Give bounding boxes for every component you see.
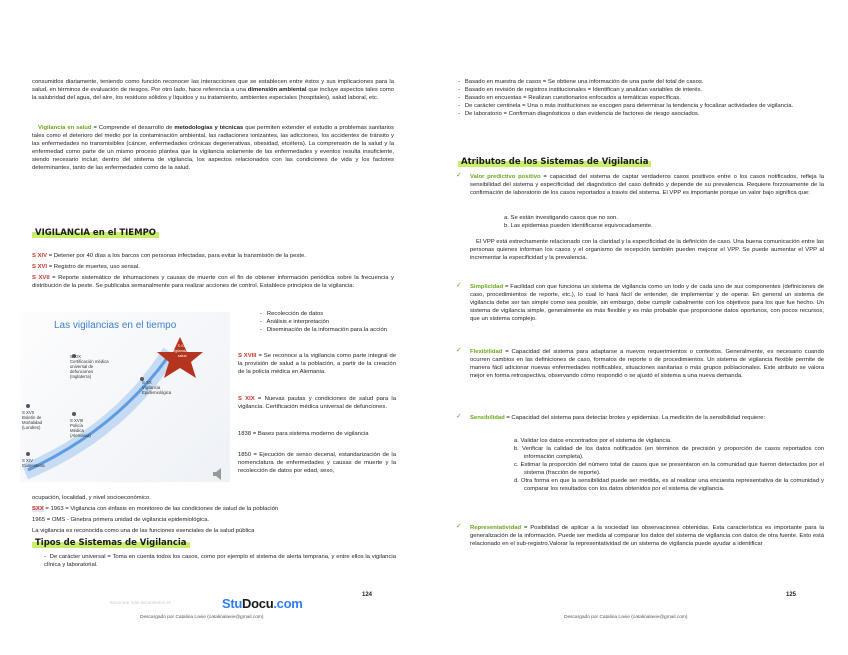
s17-paragraph: S XVII = Reporte sistemático de inhumaciones y causas de muerte con el fin de obtener información periódica sobre la frecuencia y distribución de la peste. Se publicaba semanalmente para realizar acciones de control. Establece principios de la vigilancia: [32, 275, 395, 289]
check-icon: ✓ [456, 172, 462, 179]
heading-tipos: Tipos de Sistemas de Vigilancia [32, 538, 190, 548]
s18-paragraph: S XVIII = Se reconoce a la vigilancia como parte integral de la provisión de salud a la población, a partir de la creación de la policía médica en Alemania. [238, 353, 397, 375]
sub-item: c. Estimar la proporción del número total de casos que se presentaron en la comunidad que fueron detectados por el sistema (fracción de reporte). [514, 462, 824, 476]
bullet-item: - De carácter centinela = Una o más instituciones se escogen para determinar la tendencia y focalizar actividades de vigilancia. [458, 103, 794, 109]
tipos-bullet: - De carácter universal = Toma en cuenta todos los casos, como por ejemplo el sistema de alerta temprana, y entre ellos la vigilancia clínica y laboratorial. [44, 554, 396, 568]
timeline-dot [26, 404, 30, 408]
flexibilidad-paragraph: Flexibilidad = Capacidad del sistema para adaptarse a nuevos requerimientos o contextos. Generalmente, es necesario cuando ocurren cambios en las definiciones de caso, formatos de reporte o de procedimientos. Un sistema de vigilancia flexible permite de manera fácil adicionar nuevas enfermedades notificables, situaciones sanitarias o más grupos poblacionales. Este atributo se valora mejor en forma retrospectiva, observando cómo respondió o se ajustó el sistema a una nueva demanda. [470, 349, 825, 379]
s19-paragraph: S XIX = Nuevas pautas y condiciones de salud para la vigilancia. Certificación médica universal de defunciones. [238, 396, 396, 410]
vigilancia-salud-paragraph: Vigilancia en salud = Comprende el desarrollo de metodologías y técnicas que permiten extender el estudio a problemas sanitarios tales como el deterioro del medio por la contaminación ambiental, las radiaciones ionizantes, las adicciones, los accidentes de tránsito y las enfermedades no transmisibles (cáncer, enfermedades crónicas degenerativas, obesidad, etcétera). La comprensión de la salud y la enfermedad como parte de un mismo proceso plantea que la vigilancia solamente de las enfermedades y eventos resulta insuficiente, siendo necesario incluir, dentro del sistema de vigilancia, los aspectos relacionados con las condiciones de vida y los factores determinantes, tanto de las enfermedades como de la salud. [32, 125, 394, 171]
simplicidad-paragraph: Simplicidad = Facilidad con que funciona un sistema de vigilancia como un todo y de cada uno de sus componentes (definiciones de caso, procedimientos de reporte, etc.), lo cual lo hará fácil de entender, de implementar y de operar. En general un sistema de vigilancia debe ser tan simple como sea posible, sin embargo, debe cumplir cabalmente con los objetivos para los que fue hecho. Un sistema de vigilancia simple, generalmente es más flexible y es más probable que proporcione datos oportunos, con pocos recursos, que un sistema complejo. [470, 284, 825, 322]
heading-atributos: Atributos de los Sistemas de Vigilancia [458, 157, 651, 167]
bullet-item: - Diseminación de la información para la acción [260, 327, 388, 333]
page-number-right: 125 [786, 592, 797, 598]
bullet-item: - Basado en revisión de registros institucionales = Identifican y analizan variables de interés. [458, 87, 703, 93]
sub-item: b. Verificar la calidad de los datos notificados (en términos de precisión y proporción de casos reportados con información completa). [514, 446, 824, 460]
heading-vigilancia-tiempo: VIGILANCIA en el TIEMPO [32, 228, 159, 238]
label-s17: S XVII Boletín de Mortalidad (Londres) [22, 410, 43, 430]
studocu-logo[interactable]: StuDocu.com [222, 596, 303, 611]
label-sxx: S XX Vigilancia Epidemiológica [142, 380, 172, 395]
download-note-right: Descargado por Catalina Lavie (catalinalavie@gmail.com) [564, 615, 688, 620]
speaker-icon [213, 467, 223, 479]
check-icon: ✓ [456, 523, 462, 530]
check-icon: ✓ [456, 347, 462, 354]
s14-line: S XIV = Detener por 40 días a los barcos con personas infectadas, para evitar la transmisión de la peste. [32, 253, 306, 259]
y1838-line: 1838 = Bases para sistema moderno de vigilancia [238, 431, 369, 437]
sub-item: a. Se están investigando casos que no son. [504, 215, 618, 221]
sub-item: b. Las epidemias pueden identificarse equivocadamente. [504, 223, 653, 229]
bullet-item: - Análisis e interpretación [260, 319, 330, 325]
diagram-title: Las vigilancias en el tiempo [54, 320, 177, 331]
sensibilidad-subitems [514, 437, 824, 493]
sensibilidad-paragraph: Sensibilidad = Capacidad del sistema para detectar brotes y epidemias. La medición de la sensibilidad requiere: [470, 415, 766, 421]
timeline-diagram [20, 312, 230, 482]
sub-item: d. Otra forma en que la sensibilidad puede ser medida, es al realizar una encuesta representativa de la comunidad y comparar los resultados con los datos obtenidos por el sistema de vigilancia. [514, 478, 824, 492]
page-number-left: 124 [362, 592, 373, 598]
bullet-item: - De laboratorio = Confirman diagnósticos o dan evidencia de factores de riesgo asociados. [458, 111, 700, 117]
bullet-item: - Basado en encuestas = Realizan cuestionarios enfocados a temáticas específicas. [458, 95, 681, 101]
vpp-subitems [504, 214, 824, 230]
intro-paragraph: consumidos diariamente, teniendo como función reconocer las interacciones que se establecen entre éstos y sus implicaciones para la salud, en términos de evaluación de riesgos. Por otro lado, hace referencia a una dimensión ambiental que incluye aspectos tales como la salubridad del agua, del aire, los residuos sólidos y líquidos y su tratamiento, ambientes especiales (hospitales), salud laboral, etc. [32, 79, 395, 101]
check-icon: ✓ [456, 282, 462, 289]
tipos-bullets [458, 78, 828, 118]
label-s18: S XVIII Policía Médica (Alemania) [70, 418, 91, 438]
label-sxxi: S XXI Vigilancia en salud [172, 344, 193, 358]
label-s19: S XIX Certificación médica universal de defunciones (Inglaterra) [70, 354, 109, 379]
reconocida-line: La vigilancia es reconocida como una de las funciones esenciales de la salud pública [32, 528, 255, 534]
timeline-arrow [20, 312, 230, 482]
label-s14: S XIV Cuarentena [22, 458, 45, 468]
sub-item: a. Validar los datos encontrados por el sistema de vigilancia. [514, 438, 672, 444]
timeline-dot [72, 412, 76, 416]
s17-bullets [248, 310, 396, 334]
download-note-left: Descargado por Catalina Lavie (catalinalavie@gmail.com) [140, 615, 264, 620]
s16-line: S XVI = Registro de muertes, uso sensal. [32, 264, 140, 270]
vpp-paragraph-2: El VPP está estrechamente relacionado con la claridad y la especificidad de la definición de caso. Una buena comunicación entre las personas quienes informan los casos y el organismo de recepción también pueden mejorar el VPP. Se puede aumentar el VPP al incrementar la especificidad y la prevalencia. [470, 239, 824, 261]
vpp-paragraph: Valor predictivo positivo = capacidad del sistema de captar verdaderos casos positivos entre o los casos notificados, refleja la sensibilidad del sistema y especificidad del diagnóstico del caso definido y depende de su prevalencia. Requiere forzosamente de la confirmación de laboratorio de los casos reportados a través del sistema. El VPP es importante porque un valor bajo significa que: [470, 174, 824, 196]
timeline-dot [26, 452, 30, 456]
check-icon: ✓ [456, 413, 462, 420]
y1965-line: 1965 = OMS - Ginebra primera unidad de vigilancia epidemiológica. [32, 517, 209, 523]
y1850-continued: ocupación, localidad, y nivel socioeconómico. [32, 495, 151, 501]
y1850-line: 1850 = Ejecución de senso decenal, estandarización de la nomenclatura de enfermedades y causas de muerte y la recolección de datos por edad, sexo, [238, 452, 396, 474]
footer-faint-text: Encontrar más documentos en [110, 600, 172, 605]
bullet-item: - Basado en muestra de casos = Se obtiene una información de una parte del total de casos. [458, 79, 704, 85]
representatividad-paragraph: Representatividad = Posibilidad de aplicar a la sociedad las observaciones obtenidas. Esta característica es importante para la generalización de la información. Puede ser medida al comparar los datos del sistema de vigilancia con datos de otra fuente. Esto está relacionado en el sub-registro.Valorar la representatividad de un sistema de vigilancia puede ayudar a identificar [470, 525, 824, 547]
sxx-line: SXX = 1963 = Vigilancia con énfasis en monitoreo de las condiciones de salud de la población [32, 506, 279, 512]
right-page [424, 0, 848, 655]
bullet-item: - Recolección de datos [260, 311, 324, 317]
